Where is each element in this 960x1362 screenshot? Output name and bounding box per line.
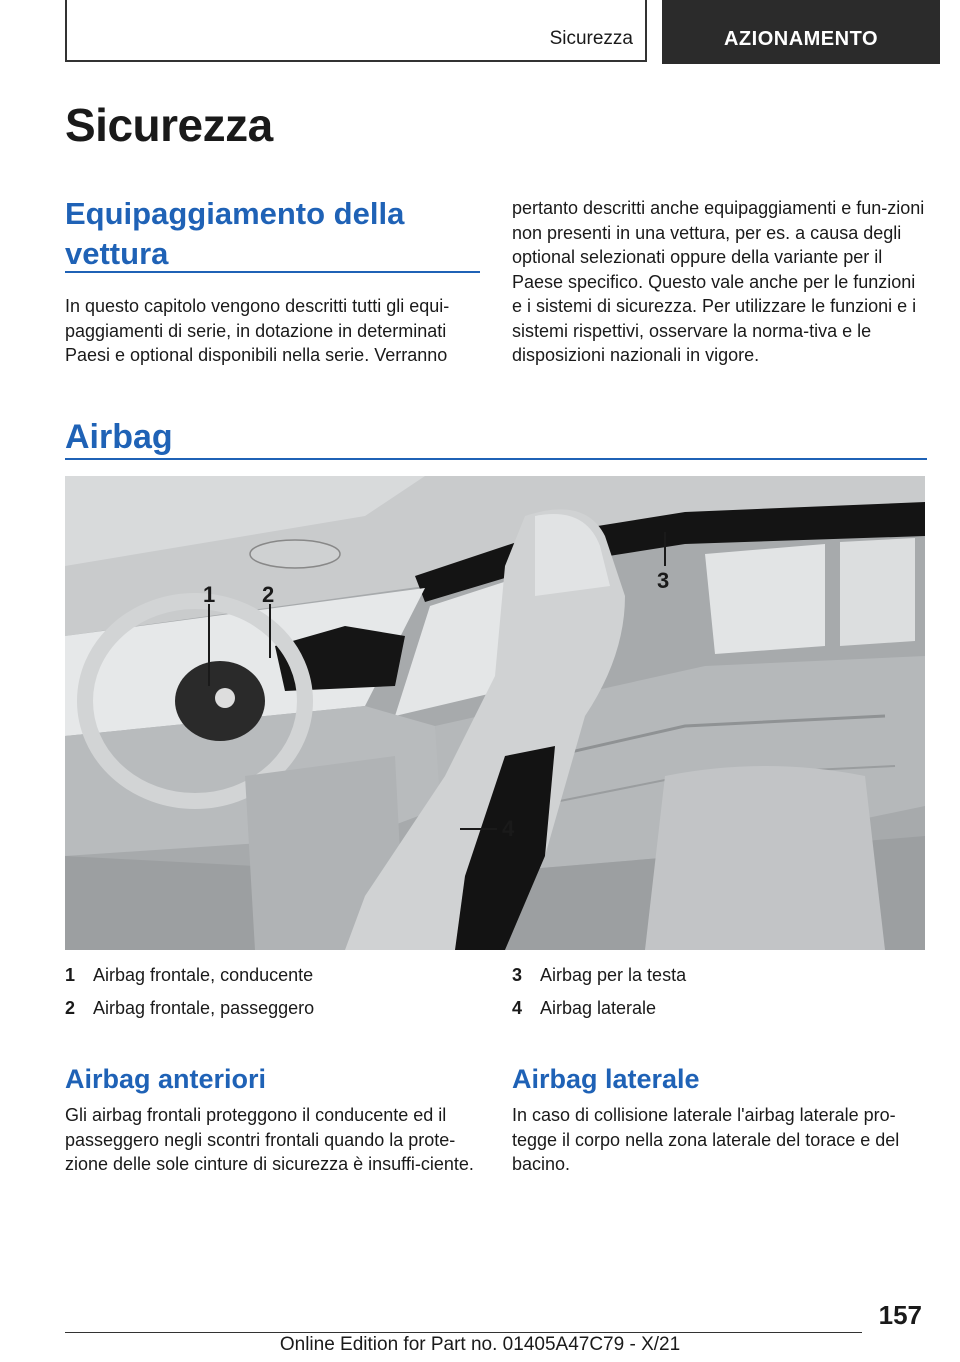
airbag-figure [65, 476, 925, 950]
legend-right [512, 959, 686, 1025]
front-airbag-heading: Airbag anteriori [65, 1064, 267, 1094]
footer-rule [65, 1332, 862, 1333]
legend-num: 2 [65, 998, 76, 1018]
front-airbag-text: Gli airbag frontali proteggono il conducente ed il passeggero negli scontri frontali quando la prote-zione delle sole cinture di sicurezza è insuffi-ciente. [65, 1105, 474, 1174]
page-number: 157 [878, 1300, 922, 1330]
side-airbag-heading: Airbag laterale [512, 1064, 700, 1094]
legend-num: 4 [512, 998, 523, 1018]
airbag-heading-rule [65, 458, 927, 460]
callout-3: 3 [657, 568, 670, 593]
page-title: Sicurezza [65, 99, 273, 151]
legend-label: Airbag frontale, conducente [93, 965, 314, 985]
callout-2: 2 [262, 582, 275, 607]
airbag-heading: Airbag [65, 418, 173, 456]
callout-1: 1 [203, 582, 216, 607]
side-airbag-text: In caso di collisione laterale l'airbag laterale pro-tegge il corpo nella zona laterale del torace e del bacino. [512, 1105, 900, 1174]
header-section-label: Sicurezza [549, 28, 633, 49]
car-interior-illustration [65, 476, 925, 950]
legend-item [512, 992, 686, 1025]
legend-item [65, 959, 314, 992]
legend-label: Airbag per la testa [540, 965, 687, 985]
legend-label: Airbag frontale, passeggero [93, 998, 315, 1018]
equipment-heading-rule [65, 271, 480, 273]
header-section-box [65, 0, 647, 62]
legend-num: 1 [65, 965, 76, 985]
legend-label: Airbag laterale [540, 998, 657, 1018]
legend-item [65, 992, 314, 1025]
equipment-text-left: In questo capitolo vengono descritti tutti gli equi-paggiamenti di serie, in dotazione in determinati Paesi e optional disponibili nella serie. Verranno [65, 296, 450, 365]
callout-4: 4 [502, 816, 515, 841]
legend-num: 3 [512, 965, 523, 985]
equipment-heading: Equipaggiamento della vettura [65, 196, 405, 271]
footer-text: Online Edition for Part no. 01405A47C79 - X/21 [279, 1334, 681, 1355]
equipment-text-right: pertanto descritti anche equipaggiamenti e fun-zioni non presenti in una vettura, per es. a causa degli optional selezionati oppure della variante per il Paese specifico. Questo vale anche per le funzioni e i sistemi di sicurezza. Per utilizzare le funzioni e i sistemi rispettivi, osservare la norma-tiva e le disposizioni nazionali in vigore. [512, 198, 925, 365]
legend-left [65, 959, 314, 1025]
header-chapter-tab: AZIONAMENTO [662, 0, 940, 64]
legend-item [512, 959, 686, 992]
